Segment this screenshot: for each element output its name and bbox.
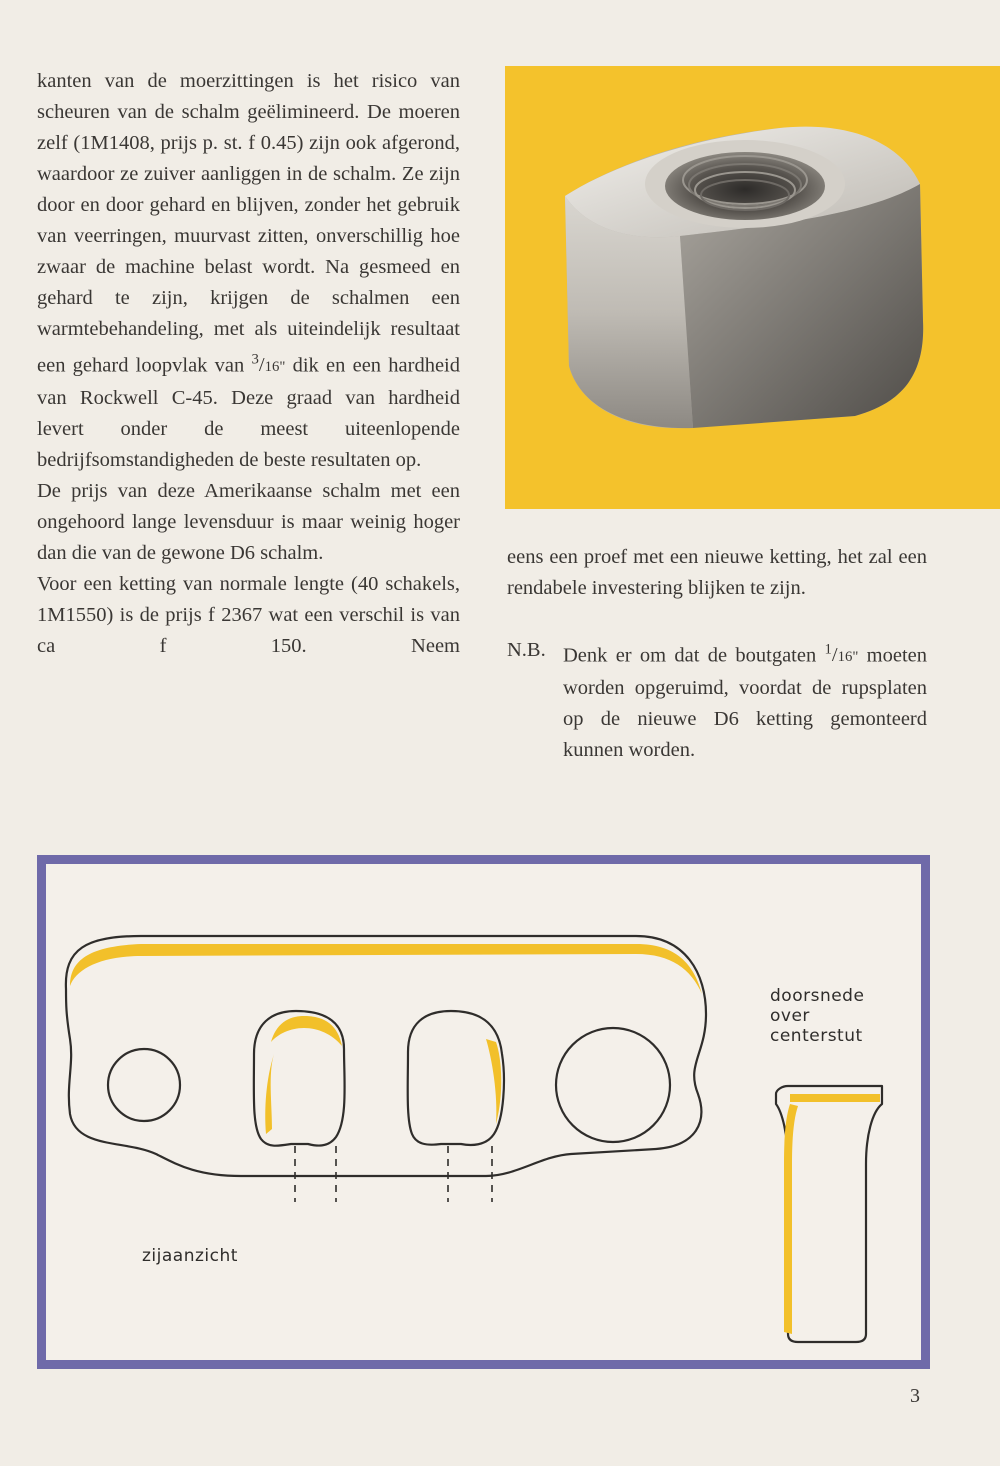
fraction-one-sixteenth: $^1$/16" — [824, 642, 859, 667]
cross-section-label: doorsnede over centerstut — [770, 986, 865, 1046]
link-drawing — [46, 864, 921, 1360]
page-number: 3 — [910, 1385, 920, 1407]
note-text: Denk er om dat de boutgaten $^1$/16" moeten worden opgeruimd, voordat de rupsplaten op de nieuwe D6 ketting gemonteerd kunnen worden. — [563, 642, 928, 762]
link-diagram — [37, 855, 930, 1369]
square-nut-photo — [505, 66, 1000, 509]
fraction-three-sixteenths: $^3$/16" — [251, 352, 286, 377]
bolt-hole-right — [556, 1028, 670, 1142]
bolt-hole-left — [108, 1049, 180, 1121]
left-text-column — [37, 66, 460, 662]
paragraph-hardness: kanten van de moerzittingen is het risico van scheuren van de schalm geëlimineerd. De moeren zelf (1M1408, prijs p. st. f 0.45) zijn ook afgerond, waardoor ze zuiver aanliggen in de schalm. Ze zijn door en door gehard en blijven, zonder het gebruik van veerringen, muurvast zitten, onverschillig hoe zwaar de machine belast wordt. Na gesmeed en gehard te zijn, krijgen de schalmen een warmtebehandeling, met als uiteindelijk resultaat een gehard loopvlak van $^3$/16" dik en een hardheid van Rockwell C-45. Deze graad van hardheid levert onder de meest uiteenlopende bedrijfsomstandigheden de beste resultaten op. — [37, 70, 461, 472]
note-label: N.B. — [507, 639, 546, 661]
bolt-center-lines — [295, 1146, 492, 1202]
paragraph-chain-price: Voor een ketting van normale lengte (40 schakels, 1M1550) is de prijs f 2367 wat een verschil is van ca f 150. Neem — [37, 573, 460, 658]
nut-seat-right — [408, 1011, 504, 1145]
paragraph-investment: eens een proef met een nieuwe ketting, het zal een rendabele investering blijken te zijn. — [507, 546, 927, 599]
side-view-label: zijaanzicht — [142, 1246, 238, 1266]
nut-photo-panel — [505, 66, 1000, 509]
link-outline — [66, 936, 706, 1176]
paragraph-price: De prijs van deze Amerikaanse schalm met een ongehoord lange levensduur is maar weinig hoger dan die van de gewone D6 schalm. — [37, 480, 460, 565]
hardened-surface — [70, 944, 880, 1334]
right-text-column — [507, 542, 927, 766]
note-block — [507, 635, 927, 766]
